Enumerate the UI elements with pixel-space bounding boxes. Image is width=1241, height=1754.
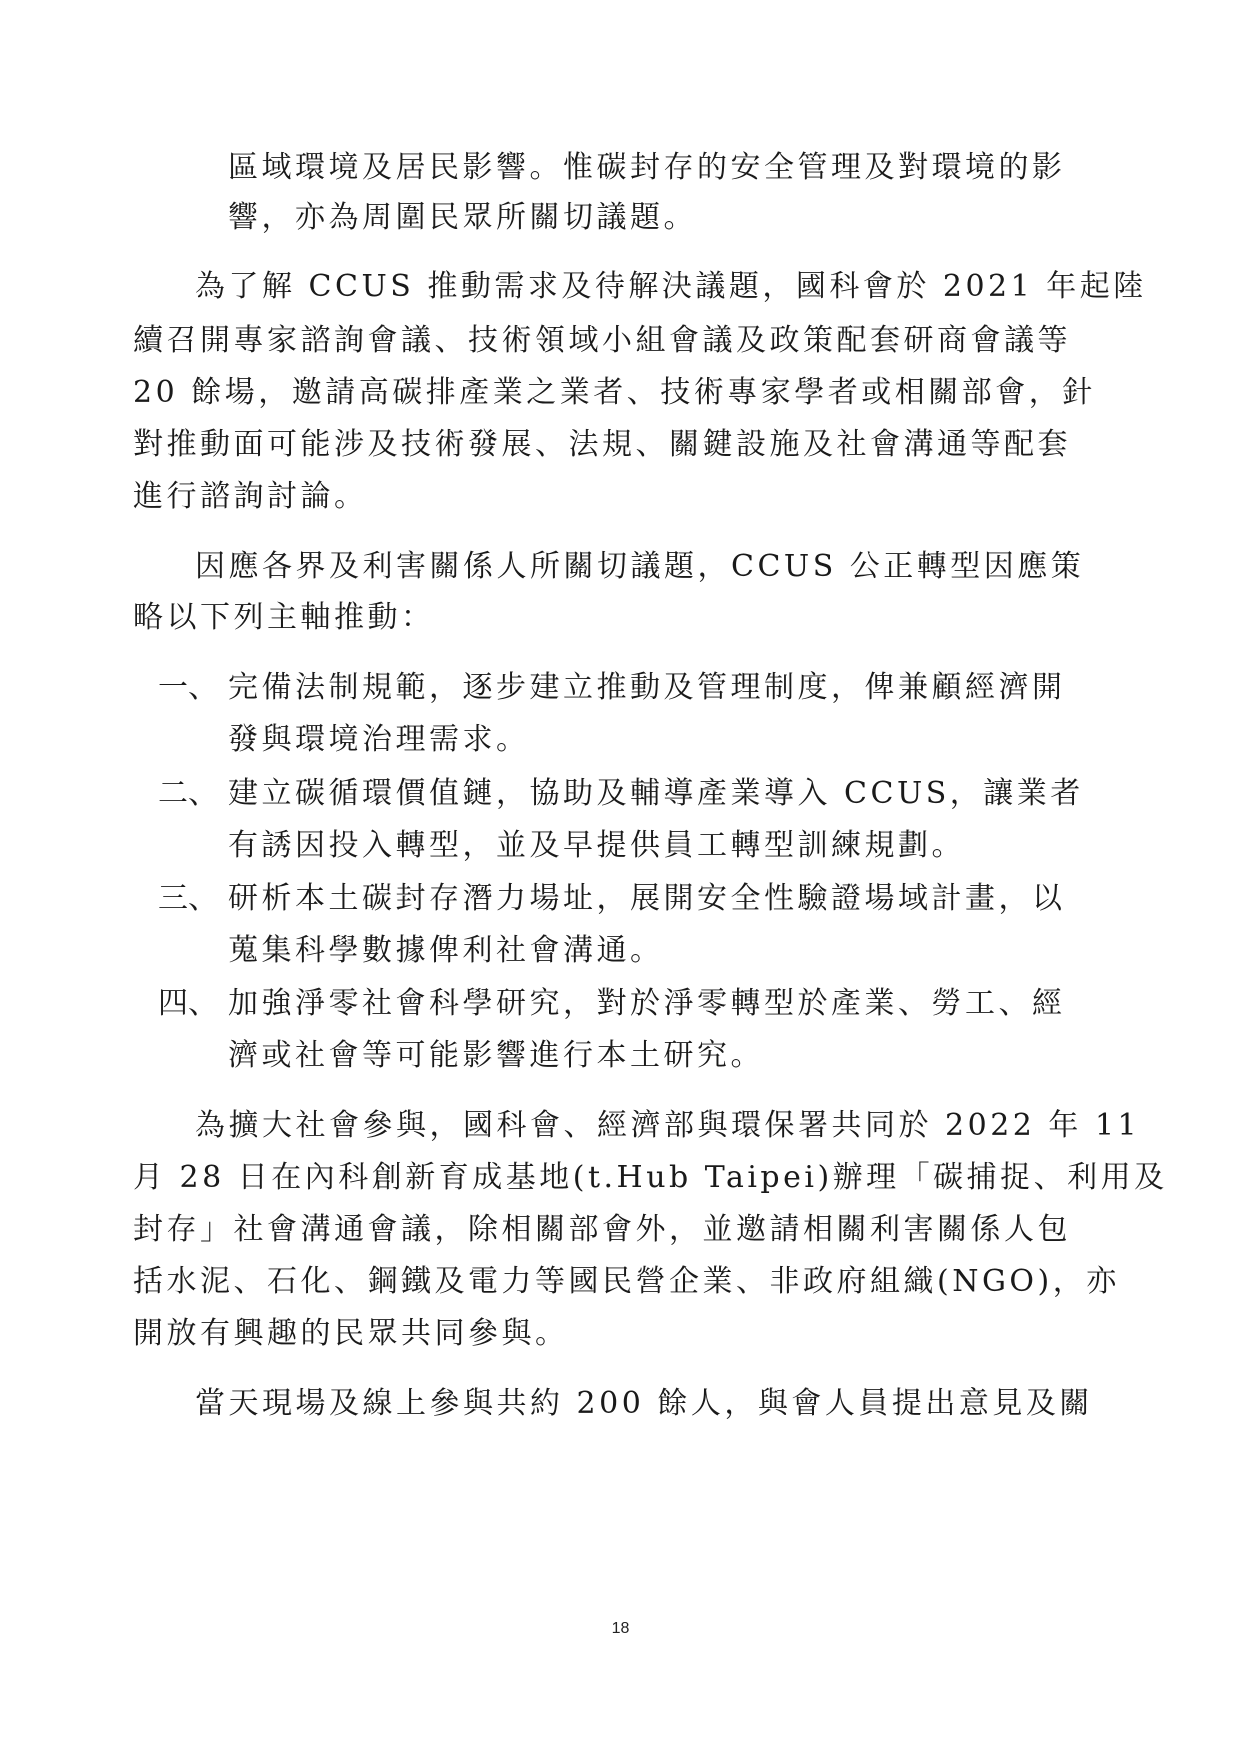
text-line: 響，亦為周圍民眾所關切議題。: [228, 200, 697, 235]
text-line: 開放有興趣的民眾共同參與。: [133, 1316, 569, 1351]
list-item-line: 建立碳循環價值鏈，協助及輔導產業導入 CCUS，讓業者: [228, 776, 1084, 811]
list-item-line: 研析本土碳封存潛力場址，展開安全性驗證場域計畫，以: [228, 881, 1066, 916]
text-line: 括水泥、石化、鋼鐵及電力等國民營企業、非政府組織(NGO)，亦: [133, 1264, 1120, 1299]
paragraph-first-line: 當天現場及線上參與共約 200 餘人，與會人員提出意見及關: [195, 1386, 1093, 1421]
text-line: 進行諮詢討論。: [133, 479, 368, 514]
paragraph-first-line: 因應各界及利害關係人所關切議題，CCUS 公正轉型因應策: [195, 549, 1085, 584]
list-marker: 四、: [158, 986, 218, 1021]
text-line: 略以下列主軸推動：: [133, 600, 435, 635]
text-line: 對推動面可能涉及技術發展、法規、關鍵設施及社會溝通等配套: [133, 427, 1071, 462]
paragraph-first-line: 為擴大社會參與，國科會、經濟部與環保署共同於 2022 年 11: [195, 1108, 1141, 1143]
list-item-line: 蒐集科學數據俾利社會溝通。: [228, 933, 664, 968]
paragraph-first-line: 為了解 CCUS 推動需求及待解決議題，國科會於 2021 年起陸: [195, 269, 1147, 304]
list-item-line: 有誘因投入轉型，並及早提供員工轉型訓練規劃。: [228, 828, 965, 863]
list-marker: 二、: [158, 776, 218, 811]
text-line: 區域環境及居民影響。惟碳封存的安全管理及對環境的影: [228, 150, 1066, 185]
text-line: 20 餘場，邀請高碳排產業之業者、技術專家學者或相關部會，針: [133, 375, 1096, 410]
list-marker: 一、: [158, 670, 218, 705]
list-item-line: 加強淨零社會科學研究，對於淨零轉型於產業、勞工、經: [228, 986, 1066, 1021]
text-line: 月 28 日在內科創新育成基地(t.Hub Taipei)辦理「碳捕捉、利用及: [133, 1160, 1168, 1195]
list-item-line: 濟或社會等可能影響進行本土研究。: [228, 1038, 764, 1073]
list-item-line: 發與環境治理需求。: [228, 722, 530, 757]
text-line: 封存」社會溝通會議，除相關部會外，並邀請相關利害關係人包: [133, 1212, 1071, 1247]
list-item-line: 完備法制規範，逐步建立推動及管理制度，俾兼顧經濟開: [228, 670, 1066, 705]
page-number: 18: [611, 1620, 630, 1637]
text-line: 續召開專家諮詢會議、技術領域小組會議及政策配套研商會議等: [133, 323, 1071, 358]
list-marker: 三、: [158, 881, 218, 916]
